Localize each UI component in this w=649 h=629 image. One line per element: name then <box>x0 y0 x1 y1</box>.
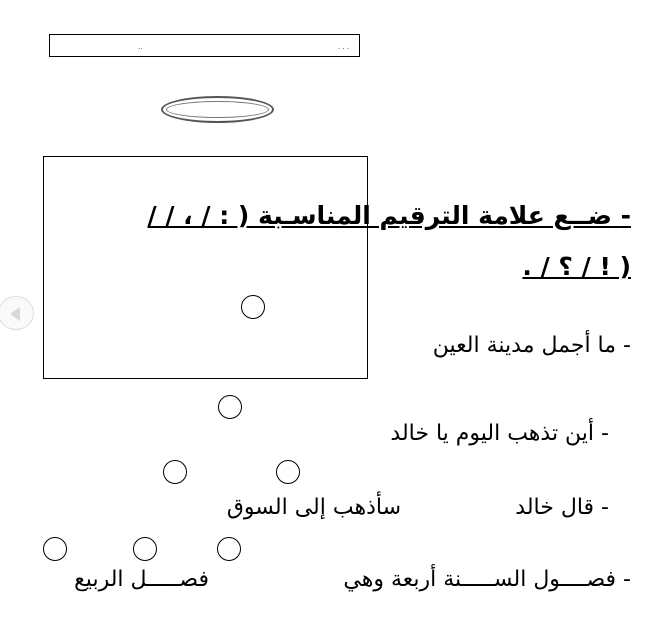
sentence-3-text-left: سأذهب إلى السوق <box>226 495 401 520</box>
answer-circle[interactable] <box>217 537 241 561</box>
answer-circle[interactable] <box>218 395 242 419</box>
sentence-4 <box>343 565 631 595</box>
sentence-3-bullet: - <box>601 495 609 520</box>
sentence-4-part-2 <box>74 565 209 595</box>
header-dots-left: .. <box>138 43 143 51</box>
answer-circle[interactable] <box>163 460 187 484</box>
answer-circle[interactable] <box>43 537 67 561</box>
sentence-4-bullet: - <box>623 567 631 592</box>
header-dots-right: . . . <box>337 43 349 51</box>
sentence-3-part-2 <box>227 493 401 523</box>
decorative-oval-inner <box>166 101 269 118</box>
sentence-2-bullet: - <box>601 421 609 446</box>
sentence-4-text-right: فصــــول الســـــنة أربعة وهي <box>343 567 617 592</box>
sentence-1-text: ما أجمل مدينة العين <box>432 333 617 358</box>
sentence-3 <box>515 493 609 523</box>
previous-slide-icon <box>10 307 20 321</box>
sentence-1-bullet: - <box>623 333 631 358</box>
instruction-line-1 <box>148 199 631 233</box>
sentence-3-text-right: قال خالد <box>515 495 595 520</box>
header-box <box>49 34 360 57</box>
instruction-bullet: - <box>620 201 631 230</box>
answer-circle[interactable] <box>241 295 265 319</box>
answer-circle[interactable] <box>133 537 157 561</box>
answer-circle[interactable] <box>276 460 300 484</box>
sentence-2 <box>390 419 609 449</box>
previous-slide-button[interactable] <box>0 296 34 330</box>
instruction-line-2 <box>522 250 631 284</box>
instruction-text-2: ( ! / ؟ / . <box>522 252 631 281</box>
sentence-2-text: أين تذهب اليوم يا خالد <box>390 421 595 446</box>
sentence-4-text-left: فصـــــل الربيع <box>74 567 209 592</box>
image-frame <box>43 156 368 379</box>
sentence-1 <box>433 331 631 361</box>
instruction-text-1: ضــع علامة الترقيم المناسـبة ( : / ، / / <box>147 201 612 230</box>
